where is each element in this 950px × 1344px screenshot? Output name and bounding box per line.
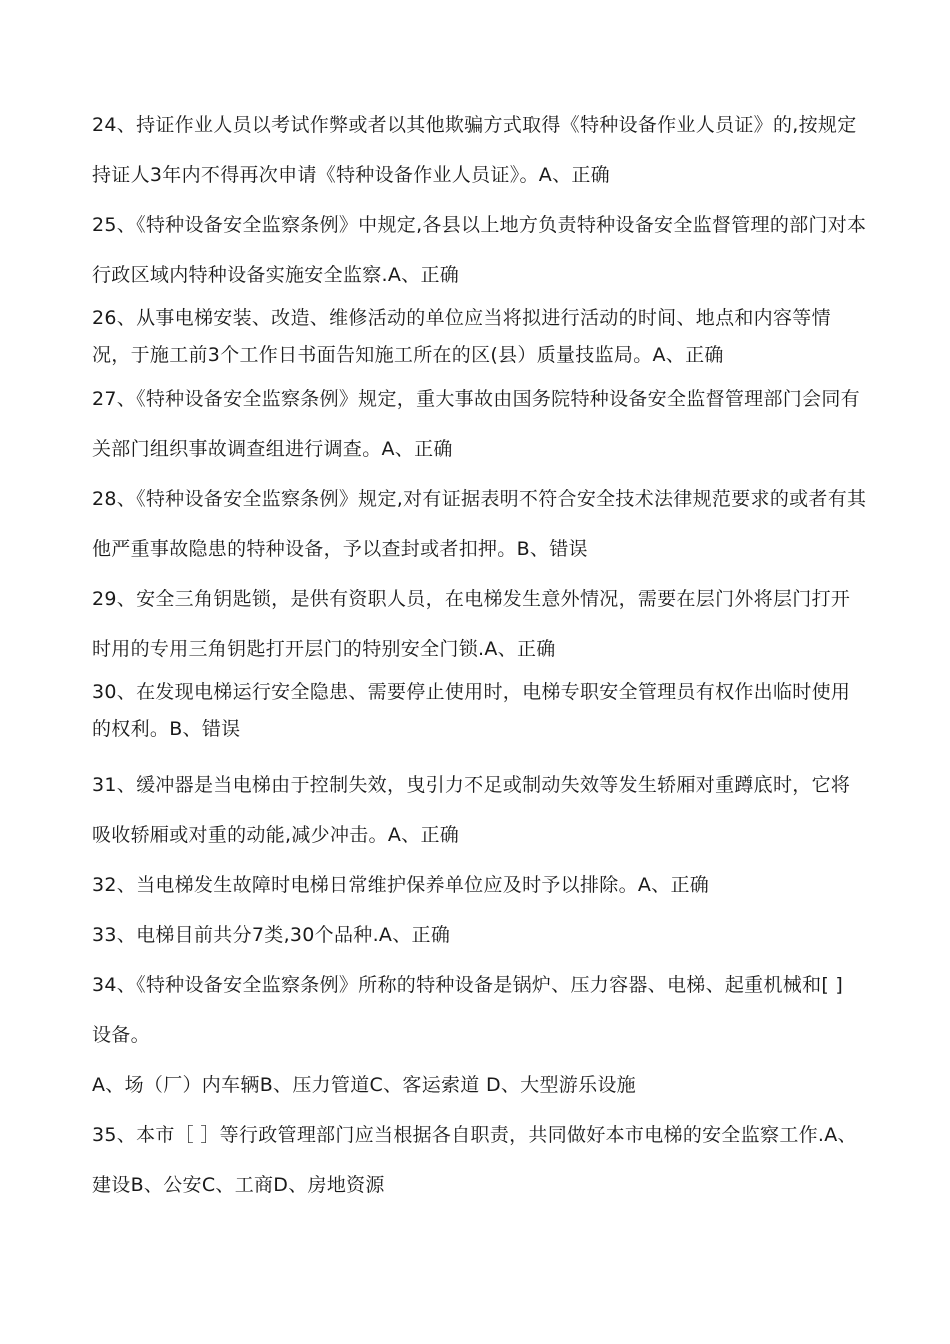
question-29: 29、安全三角钥匙锁，是供有资职人员，在电梯发生意外情况，需要在层门外将层门打开时用的专用三角钥匙打开层门的特别安全门锁.A、正确	[92, 588, 851, 660]
question-28: 28、《特种设备安全监察条例》规定,对有证据表明不符合安全技术法律规范要求的或者有其他严重事故隐患的特种设备，予以查封或者扣押。B、错误	[92, 488, 867, 560]
question-34: 34、《特种设备安全监察条例》所称的特种设备是锅炉、压力容器、电梯、起重机械和[ ] 设备。	[92, 974, 844, 1046]
question-24: 24、持证作业人员以考试作弊或者以其他欺骗方式取得《特种设备作业人员证》的,按规定持证人3年内不得再次申请《特种设备作业人员证》。A、正确	[92, 114, 857, 186]
question-31: 31、缓冲器是当电梯由于控制失效，曳引力不足或制动失效等发生轿厢对重蹲底时，它将吸收轿厢或对重的动能,减少冲击。A、正确	[92, 774, 851, 846]
document-page	[92, 100, 867, 1210]
question-35: 35、本市［ ］等行政管理部门应当根据各自职责，共同做好本市电梯的安全监察工作.A、建设B、公安C、工商D、房地资源	[92, 1124, 857, 1196]
question-33: 33、电梯目前共分7类,30个品种.A、正确	[92, 924, 451, 946]
question-34-options: A、场（厂）内车辆B、压力管道C、客运索道 D、大型游乐设施	[92, 1074, 636, 1096]
question-26: 26、从事电梯安装、改造、维修活动的单位应当将拟进行活动的时间、地点和内容等情况，于施工前3个工作日书面告知施工所在的区(县）质量技监局。A、正确	[92, 307, 831, 366]
question-32: 32、当电梯发生故障时电梯日常维护保养单位应及时予以排除。A、正确	[92, 874, 710, 896]
question-27: 27、《特种设备安全监察条例》规定，重大事故由国务院特种设备安全监督管理部门会同有关部门组织事故调查组进行调查。A、正确	[92, 388, 860, 460]
question-30: 30、在发现电梯运行安全隐患、需要停止使用时，电梯专职安全管理员有权作出临时使用的权利。B、错误	[92, 681, 851, 740]
question-25: 25、《特种设备安全监察条例》中规定,各县以上地方负责特种设备安全监督管理的部门对本行政区域内特种设备实施安全监察.A、正确	[92, 214, 867, 286]
